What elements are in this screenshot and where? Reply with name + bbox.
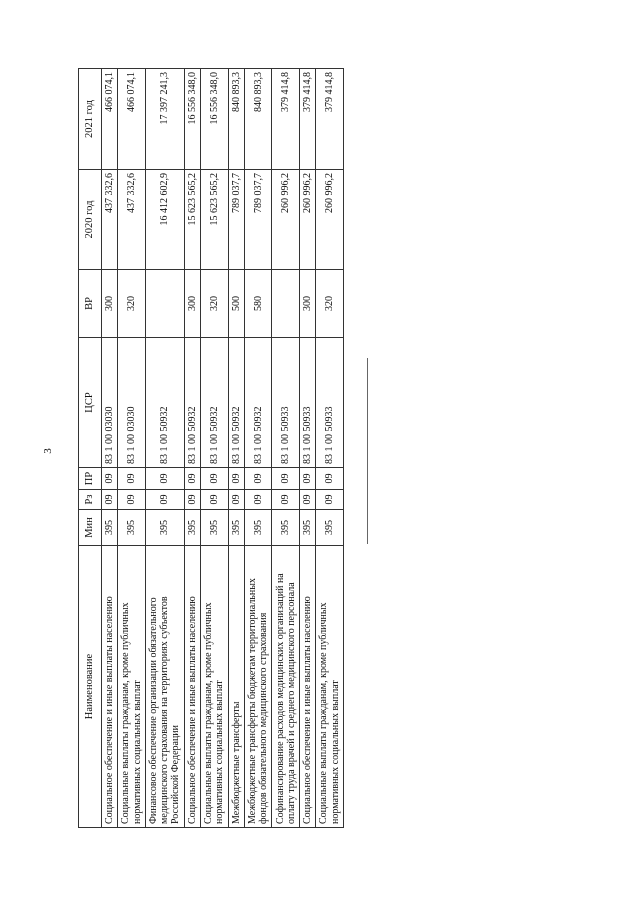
cell-min: 395 bbox=[228, 510, 244, 546]
cell-y2021: 379 414,8 bbox=[272, 69, 300, 170]
cell-y2020: 16 412 602,9 bbox=[145, 170, 184, 270]
page-number: 3 bbox=[42, 448, 54, 454]
cell-name: Софинансирование расходов медицинских организаций на оплату труда врачей и среднего медицинского персонала bbox=[272, 546, 300, 828]
cell-name: Социальное обеспечение и иные выплаты населению bbox=[102, 546, 118, 828]
cell-name: Социальные выплаты гражданам, кроме публичных нормативных социальных выплат bbox=[316, 546, 344, 828]
cell-vr: 320 bbox=[118, 270, 146, 338]
cell-csr: 83 1 00 50932 bbox=[201, 338, 229, 468]
header-name: Наименование bbox=[79, 546, 102, 828]
cell-rz: 09 bbox=[102, 490, 118, 510]
cell-csr: 83 1 00 03030 bbox=[118, 338, 146, 468]
cell-rz: 09 bbox=[272, 490, 300, 510]
cell-vr: 320 bbox=[316, 270, 344, 338]
cell-csr: 83 1 00 50933 bbox=[272, 338, 300, 468]
cell-vr: 320 bbox=[201, 270, 229, 338]
cell-y2020: 15 623 565,2 bbox=[201, 170, 229, 270]
cell-csr: 83 1 00 50932 bbox=[184, 338, 200, 468]
cell-vr bbox=[145, 270, 184, 338]
header-vr: ВР bbox=[79, 270, 102, 338]
cell-min: 395 bbox=[201, 510, 229, 546]
cell-y2021: 16 556 348,0 bbox=[184, 69, 200, 170]
cell-y2020: 789 037,7 bbox=[228, 170, 244, 270]
table-body bbox=[102, 69, 344, 828]
cell-rz: 09 bbox=[184, 490, 200, 510]
cell-y2020: 260 996,2 bbox=[272, 170, 300, 270]
table-header-row bbox=[79, 69, 102, 828]
table-row bbox=[118, 69, 146, 828]
cell-pr: 09 bbox=[145, 468, 184, 490]
cell-min: 395 bbox=[316, 510, 344, 546]
table-row bbox=[300, 69, 316, 828]
cell-vr: 300 bbox=[184, 270, 200, 338]
cell-pr: 09 bbox=[201, 468, 229, 490]
cell-y2020: 260 996,2 bbox=[300, 170, 316, 270]
cell-y2021: 379 414,8 bbox=[300, 69, 316, 170]
table-row bbox=[102, 69, 118, 828]
cell-csr: 83 1 00 50933 bbox=[316, 338, 344, 468]
table-row bbox=[272, 69, 300, 828]
cell-pr: 09 bbox=[118, 468, 146, 490]
header-pr: ПР bbox=[79, 468, 102, 490]
cell-rz: 09 bbox=[228, 490, 244, 510]
cell-pr: 09 bbox=[184, 468, 200, 490]
cell-y2021: 16 556 348,0 bbox=[201, 69, 229, 170]
cell-y2021: 466 074,1 bbox=[102, 69, 118, 170]
header-rz: Рз bbox=[79, 490, 102, 510]
cell-min: 395 bbox=[244, 510, 272, 546]
cell-rz: 09 bbox=[118, 490, 146, 510]
header-min: Мин bbox=[79, 510, 102, 546]
cell-y2021: 17 397 241,3 bbox=[145, 69, 184, 170]
cell-pr: 09 bbox=[228, 468, 244, 490]
cell-vr: 500 bbox=[228, 270, 244, 338]
cell-y2020: 15 623 565,2 bbox=[184, 170, 200, 270]
cell-min: 395 bbox=[300, 510, 316, 546]
cell-rz: 09 bbox=[316, 490, 344, 510]
cell-y2020: 260 996,2 bbox=[316, 170, 344, 270]
table-row bbox=[244, 69, 272, 828]
cell-name: Социальное обеспечение и иные выплаты населению bbox=[300, 546, 316, 828]
budget-table-container bbox=[78, 69, 344, 828]
table-row bbox=[228, 69, 244, 828]
cell-name: Межбюджетные трансферты бюджетам территориальных фондов обязательного медицинского страхования bbox=[244, 546, 272, 828]
cell-y2021: 840 893,3 bbox=[228, 69, 244, 170]
cell-pr: 09 bbox=[316, 468, 344, 490]
table-row bbox=[184, 69, 200, 828]
cell-vr: 300 bbox=[102, 270, 118, 338]
cell-y2021: 379 414,8 bbox=[316, 69, 344, 170]
header-2020: 2020 год bbox=[79, 170, 102, 270]
cell-vr: 580 bbox=[244, 270, 272, 338]
cell-csr: 83 1 00 50932 bbox=[228, 338, 244, 468]
cell-pr: 09 bbox=[272, 468, 300, 490]
cell-y2020: 437 332,6 bbox=[102, 170, 118, 270]
cell-pr: 09 bbox=[300, 468, 316, 490]
cell-min: 395 bbox=[118, 510, 146, 546]
cell-min: 395 bbox=[184, 510, 200, 546]
table-row bbox=[145, 69, 184, 828]
cell-name: Межбюджетные трансферты bbox=[228, 546, 244, 828]
header-2021: 2021 год bbox=[79, 69, 102, 170]
cell-name: Социальные выплаты гражданам, кроме публичных нормативных социальных выплат bbox=[201, 546, 229, 828]
cell-name: Социальное обеспечение и иные выплаты населению bbox=[184, 546, 200, 828]
cell-csr: 83 1 00 50932 bbox=[145, 338, 184, 468]
cell-vr: 300 bbox=[300, 270, 316, 338]
cell-min: 395 bbox=[272, 510, 300, 546]
cell-y2021: 840 893,3 bbox=[244, 69, 272, 170]
cell-csr: 83 1 00 50933 bbox=[300, 338, 316, 468]
end-divider-line bbox=[367, 358, 369, 544]
cell-vr bbox=[272, 270, 300, 338]
cell-csr: 83 1 00 50932 bbox=[244, 338, 272, 468]
cell-name: Финансовое обеспечение организации обязательного медицинского страхования на территориях субъектов Российской Федерации bbox=[145, 546, 184, 828]
cell-rz: 09 bbox=[145, 490, 184, 510]
cell-rz: 09 bbox=[300, 490, 316, 510]
cell-min: 395 bbox=[145, 510, 184, 546]
cell-min: 395 bbox=[102, 510, 118, 546]
cell-rz: 09 bbox=[201, 490, 229, 510]
cell-pr: 09 bbox=[244, 468, 272, 490]
cell-y2021: 466 074,1 bbox=[118, 69, 146, 170]
cell-y2020: 789 037,7 bbox=[244, 170, 272, 270]
header-csr: ЦСР bbox=[79, 338, 102, 468]
cell-csr: 83 1 00 03030 bbox=[102, 338, 118, 468]
table-row bbox=[201, 69, 229, 828]
cell-y2020: 437 332,6 bbox=[118, 170, 146, 270]
cell-pr: 09 bbox=[102, 468, 118, 490]
budget-table bbox=[78, 68, 344, 828]
cell-rz: 09 bbox=[244, 490, 272, 510]
table-row bbox=[316, 69, 344, 828]
cell-name: Социальные выплаты гражданам, кроме публичных нормативных социальных выплат bbox=[118, 546, 146, 828]
